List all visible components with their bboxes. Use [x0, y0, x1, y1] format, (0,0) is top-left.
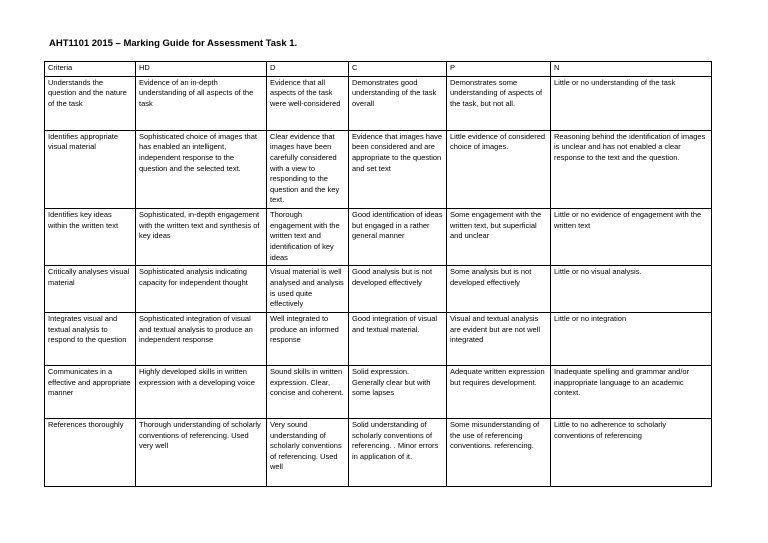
header-d: D — [267, 62, 349, 77]
c-cell: Good analysis but is not developed effectively — [349, 266, 447, 313]
table-row — [45, 209, 712, 266]
criteria-cell: Integrates visual and textual analysis to respond to the question — [45, 312, 136, 365]
header-p: P — [447, 62, 551, 77]
p-cell: Adequate written expression but requires development. — [447, 365, 551, 418]
c-cell: Good identification of ideas but engaged in a rather general manner — [349, 209, 447, 266]
c-cell: Evidence that images have been considered and are appropriate to the question and set text — [349, 130, 447, 208]
p-cell: Some engagement with the written text, but superficial and unclear — [447, 209, 551, 266]
p-cell: Visual and textual analysis are evident but are not well integrated — [447, 312, 551, 365]
hd-cell: Highly developed skills in written expression with a developing voice — [136, 365, 267, 418]
criteria-cell: Critically analyses visual material — [45, 266, 136, 313]
table-row — [45, 312, 712, 365]
d-cell: Thorough engagement with the written text and identification of key ideas — [267, 209, 349, 266]
header-c: C — [349, 62, 447, 77]
n-cell: Reasoning behind the identification of images is unclear and has not enabled a clear response to the text and the question. — [551, 130, 712, 208]
criteria-cell: Identifies key ideas within the written text — [45, 209, 136, 266]
hd-cell: Sophisticated choice of images that has enabled an intelligent, independent response to the question and the selected text. — [136, 130, 267, 208]
p-cell: Demonstrates some understanding of aspects of the task, but not all. — [447, 76, 551, 130]
table-row — [45, 76, 712, 130]
header-row — [45, 62, 712, 77]
p-cell: Some analysis but is not developed effectively — [447, 266, 551, 313]
c-cell: Demonstrates good understanding of the task overall — [349, 76, 447, 130]
hd-cell: Evidence of an in-depth understanding of all aspects of the task — [136, 76, 267, 130]
d-cell: Well integrated to produce an informed response — [267, 312, 349, 365]
hd-cell: Sophisticated analysis indicating capacity for independent thought — [136, 266, 267, 313]
table-row — [45, 130, 712, 208]
marking-guide-table — [44, 61, 712, 487]
criteria-cell: References thoroughly — [45, 418, 136, 486]
c-cell: Good integration of visual and textual material. — [349, 312, 447, 365]
header-criteria: Criteria — [45, 62, 136, 77]
table-row — [45, 365, 712, 418]
header-n: N — [551, 62, 712, 77]
n-cell: Little to no adherence to scholarly conventions of referencing — [551, 418, 712, 486]
table-row — [45, 418, 712, 486]
hd-cell: Sophisticated integration of visual and textual analysis to produce an independent response — [136, 312, 267, 365]
n-cell: Inadequate spelling and grammar and/or inappropriate language to an academic context. — [551, 365, 712, 418]
d-cell: Sound skills in written expression. Clear, concise and coherent. — [267, 365, 349, 418]
table-row — [45, 266, 712, 313]
n-cell: Little or no visual analysis. — [551, 266, 712, 313]
d-cell: Very sound understanding of scholarly conventions of referencing. Used well — [267, 418, 349, 486]
criteria-cell: Identifies appropriate visual material — [45, 130, 136, 208]
p-cell: Some misunderstanding of the use of referencing conventions. referencing. — [447, 418, 551, 486]
criteria-cell: Communicates in a effective and appropriate manner — [45, 365, 136, 418]
hd-cell: Sophisticated, in-depth engagement with the written text and synthesis of key ideas — [136, 209, 267, 266]
d-cell: Clear evidence that images have been carefully considered with a view to responding to the question and the key text. — [267, 130, 349, 208]
d-cell: Evidence that all aspects of the task were well-considered — [267, 76, 349, 130]
c-cell: Solid expression. Generally clear but with some lapses — [349, 365, 447, 418]
n-cell: Little or no understanding of the task — [551, 76, 712, 130]
document-title: AHT1101 2015 – Marking Guide for Assessment Task 1. — [49, 38, 298, 49]
header-hd: HD — [136, 62, 267, 77]
p-cell: Little evidence of considered choice of images. — [447, 130, 551, 208]
c-cell: Solid understanding of scholarly conventions of referencing. . Minor errors in application of it. — [349, 418, 447, 486]
d-cell: Visual material is well analysed and analysis is used quite effectively — [267, 266, 349, 313]
n-cell: Little or no evidence of engagement with the written text — [551, 209, 712, 266]
criteria-cell: Understands the question and the nature of the task — [45, 76, 136, 130]
hd-cell: Thorough understanding of scholarly conventions of referencing. Used very well — [136, 418, 267, 486]
n-cell: Little or no integration — [551, 312, 712, 365]
